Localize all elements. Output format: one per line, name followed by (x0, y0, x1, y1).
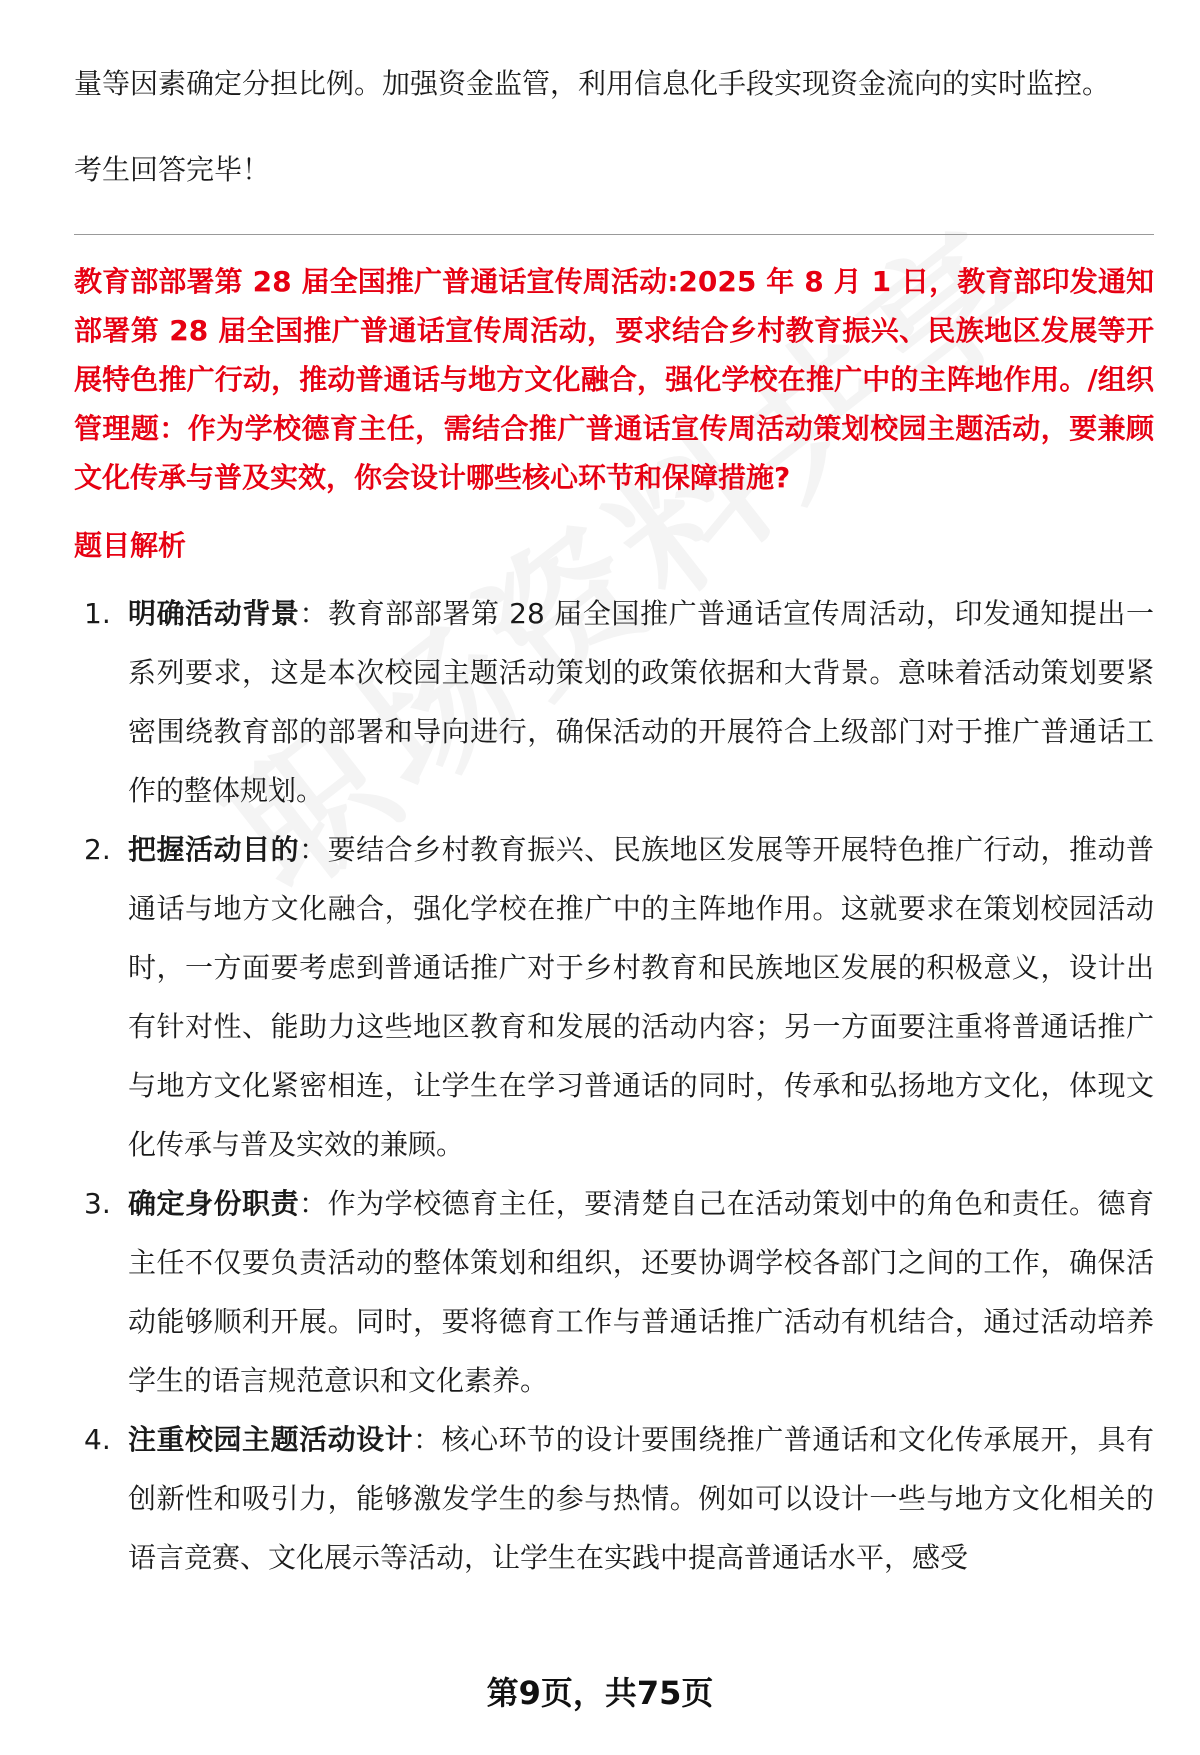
item-term: 明确活动背景 (128, 597, 300, 630)
item-text: ：作为学校德育主任，要清楚自己在活动策划中的角色和责任。德育主任不仅要负责活动的整体策划和组织，还要协调学校各部门之间的工作，确保活动能够顺利开展。同时，要将德育工作与普通话推广活动有机结合，通过活动培养学生的语言规范意识和文化素养。 (128, 1187, 1154, 1397)
document-content (74, 54, 1154, 1587)
page-number: 第9页，共75页 (486, 1674, 714, 1712)
list-item (74, 1174, 1154, 1410)
list-item (74, 584, 1154, 820)
item-text: ：教育部部署第 28 届全国推广普通话宣传周活动，印发通知提出一系列要求，这是本次校园主题活动策划的政策依据和大背景。意味着活动策划要紧密围绕教育部的部署和导向进行，确保活动的开展符合上级部门对于推广普通话工作的整体规划。 (128, 597, 1154, 807)
item-term: 确定身份职责 (128, 1187, 300, 1220)
item-number: 3. (84, 1187, 111, 1220)
section-divider (74, 234, 1154, 235)
analysis-heading: 题目解析 (74, 529, 187, 562)
continued-paragraph: 量等因素确定分担比例。加强资金监管，利用信息化手段实现资金流向的实时监控。 (74, 67, 1111, 100)
item-number: 1. (84, 597, 111, 630)
question-text: 教育部部署第 28 届全国推广普通话宣传周活动:2025 年 8 月 1 日，教育部印发通知部署第 28 届全国推广普通话宣传周活动，要求结合乡村教育振兴、民族地区发展等开展特色推广行动，推动普通话与地方文化融合，强化学校在推广中的主阵地作用。/组织管理题：作为学校德育主任，需结合推广普通话宣传周活动策划校园主题活动，要兼顾文化传承与普及实效，你会设计哪些核心环节和保障措施? (74, 265, 1154, 494)
item-text: ：要结合乡村教育振兴、民族地区发展等开展特色推广行动，推动普通话与地方文化融合，强化学校在推广中的主阵地作用。这就要求在策划校园活动时，一方面要考虑到普通话推广对于乡村教育和民族地区发展的积极意义，设计出有针对性、能助力这些地区教育和发展的活动内容；另一方面要注重将普通话推广与地方文化紧密相连，让学生在学习普通话的同时，传承和弘扬地方文化，体现文化传承与普及实效的兼顾。 (128, 833, 1154, 1161)
analysis-list (74, 584, 1154, 1587)
item-term: 把握活动目的 (128, 833, 300, 866)
item-text: ：核心环节的设计要围绕推广普通话和文化传承展开，具有创新性和吸引力，能够激发学生的参与热情。例如可以设计一些与地方文化相关的语言竞赛、文化展示等活动，让学生在实践中提高普通话水平，感受 (128, 1423, 1154, 1574)
list-item (74, 820, 1154, 1174)
closing-statement: 考生回答完毕！ (74, 153, 271, 186)
item-number: 4. (84, 1423, 111, 1456)
item-number: 2. (84, 833, 111, 866)
list-item (74, 1410, 1154, 1587)
item-term: 注重校园主题活动设计 (128, 1423, 414, 1456)
